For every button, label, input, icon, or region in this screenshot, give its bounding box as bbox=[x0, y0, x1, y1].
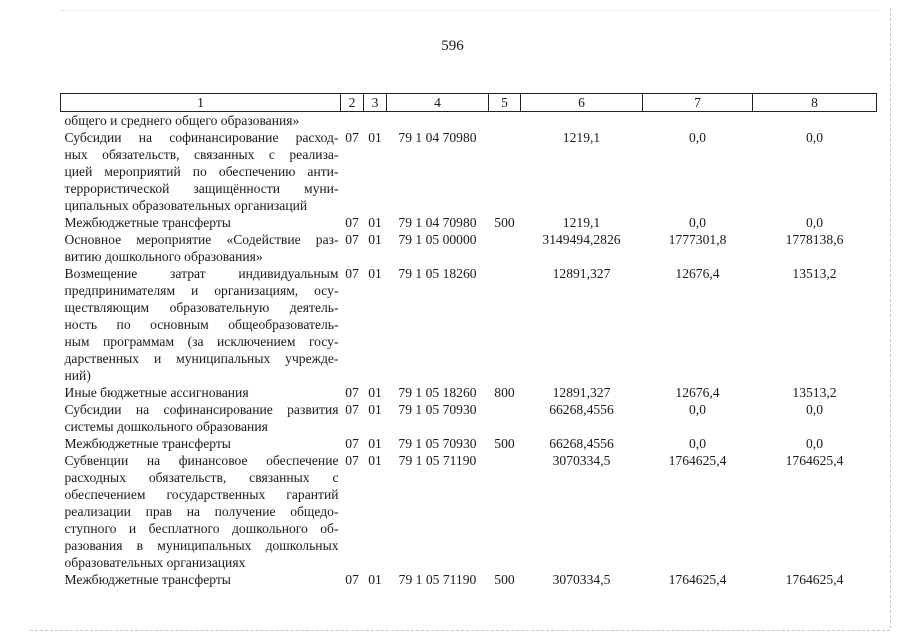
column-header: 7 bbox=[643, 94, 753, 112]
cell-c2: 07 bbox=[345, 215, 359, 230]
cell-c3: 01 bbox=[368, 572, 382, 587]
table-row bbox=[61, 384, 877, 401]
cell-c6: 3070334,5 bbox=[552, 572, 611, 587]
column-header: 6 bbox=[521, 94, 643, 112]
row-description bbox=[61, 452, 341, 571]
description-line: Возмещение затрат индивидуальным bbox=[64, 266, 339, 281]
description-line: Межбюджетные трансферты bbox=[64, 572, 231, 587]
cell-c7: 0,0 bbox=[689, 130, 706, 145]
cell-c6 bbox=[521, 112, 643, 130]
table-row bbox=[61, 401, 877, 435]
description-line: Иные бюджетные ассигнования bbox=[64, 385, 249, 400]
description-line: предпринимателям и организациям, осу- bbox=[64, 283, 339, 298]
cell-c8: 13513,2 bbox=[792, 385, 837, 400]
cell-c7: 12676,4 bbox=[675, 266, 720, 281]
cell-c4: 79 1 05 71190 bbox=[398, 453, 477, 468]
cell-c8: 1764625,4 bbox=[785, 453, 844, 468]
row-description bbox=[61, 231, 341, 265]
row-description bbox=[61, 401, 341, 435]
cell-c8: 1778138,6 bbox=[785, 232, 844, 247]
description-line: общего и среднего общего образования» bbox=[64, 113, 300, 128]
cell-c2: 07 bbox=[345, 402, 359, 417]
cell-c4: 79 1 04 70980 bbox=[398, 130, 477, 145]
description-line: обеспечением государственных гарантий bbox=[64, 487, 339, 502]
row-description bbox=[61, 435, 341, 452]
cell-c6: 66268,4556 bbox=[549, 402, 614, 417]
cell-c2: 07 bbox=[345, 385, 359, 400]
description-line: ступного и бесплатного дошкольного об- bbox=[64, 521, 339, 536]
cell-c7: 0,0 bbox=[689, 436, 706, 451]
description-line: расходных обязательств, связанных с bbox=[64, 470, 339, 485]
cell-c4: 79 1 05 18260 bbox=[398, 266, 477, 281]
description-line: дарственных и муниципальных учрежде- bbox=[64, 351, 339, 366]
cell-c8: 13513,2 bbox=[792, 266, 837, 281]
cell-c4: 79 1 05 71190 bbox=[398, 572, 477, 587]
cell-c2: 07 bbox=[345, 266, 359, 281]
cell-c5 bbox=[489, 231, 521, 265]
scan-edge-bottom bbox=[30, 629, 890, 631]
cell-c8 bbox=[753, 112, 877, 130]
description-line: разования в муниципальных дошкольных bbox=[64, 538, 339, 553]
cell-c5: 500 bbox=[494, 572, 515, 587]
cell-c6: 12891,327 bbox=[552, 266, 611, 281]
cell-c4: 79 1 04 70980 bbox=[398, 215, 477, 230]
description-line: Основное мероприятие «Содействие раз- bbox=[64, 232, 339, 247]
table-row bbox=[61, 571, 877, 588]
scan-edge-top bbox=[60, 10, 880, 12]
column-header: 1 bbox=[61, 94, 341, 112]
cell-c3: 01 bbox=[368, 215, 382, 230]
description-line: ным программам (за исключением госу- bbox=[64, 334, 339, 349]
cell-c5: 800 bbox=[494, 385, 515, 400]
cell-c3 bbox=[364, 112, 387, 130]
table-row bbox=[61, 435, 877, 452]
description-line: Субсидии на софинансирование расход- bbox=[64, 130, 339, 145]
budget-table bbox=[60, 93, 877, 588]
cell-c5 bbox=[489, 129, 521, 214]
column-header: 2 bbox=[341, 94, 364, 112]
cell-c5 bbox=[489, 452, 521, 571]
cell-c6: 12891,327 bbox=[552, 385, 611, 400]
row-description bbox=[61, 214, 341, 231]
cell-c4: 79 1 05 70930 bbox=[398, 402, 477, 417]
column-header: 8 bbox=[753, 94, 877, 112]
description-line: Межбюджетные трансферты bbox=[64, 436, 231, 451]
description-line: системы дошкольного образования bbox=[64, 419, 268, 434]
cell-c4 bbox=[387, 112, 489, 130]
cell-c6: 1219,1 bbox=[562, 215, 601, 230]
description-line: Субвенции на финансовое обеспечение bbox=[64, 453, 339, 468]
cell-c5 bbox=[489, 265, 521, 384]
cell-c8: 0,0 bbox=[806, 402, 823, 417]
description-line: ществляющим образовательную деятель- bbox=[64, 300, 339, 315]
description-line: Субсидии на софинансирование развития bbox=[64, 402, 339, 417]
page-number: 596 bbox=[441, 38, 464, 54]
scan-edge-right bbox=[889, 8, 891, 628]
cell-c8: 1764625,4 bbox=[785, 572, 844, 587]
row-description bbox=[61, 112, 341, 130]
table-row bbox=[61, 112, 877, 130]
table-row bbox=[61, 214, 877, 231]
cell-c2: 07 bbox=[345, 436, 359, 451]
cell-c5: 500 bbox=[494, 215, 515, 230]
cell-c2: 07 bbox=[345, 572, 359, 587]
description-line: ципальных образовательных организаций bbox=[64, 198, 308, 213]
cell-c3: 01 bbox=[368, 385, 382, 400]
table-row bbox=[61, 452, 877, 571]
description-line: реализации прав на получение общедо- bbox=[64, 504, 339, 519]
cell-c7: 0,0 bbox=[689, 402, 706, 417]
description-line: ний) bbox=[64, 368, 91, 383]
cell-c6: 1219,1 bbox=[562, 130, 601, 145]
cell-c8: 0,0 bbox=[806, 215, 823, 230]
description-line: цией мероприятий по обеспечению анти- bbox=[64, 164, 339, 179]
cell-c3: 01 bbox=[368, 266, 382, 281]
cell-c3: 01 bbox=[368, 130, 382, 145]
cell-c7: 1764625,4 bbox=[668, 572, 727, 587]
description-line: террористической защищённости муни- bbox=[64, 181, 339, 196]
table-row bbox=[61, 265, 877, 384]
cell-c5 bbox=[489, 112, 521, 130]
cell-c6: 3149494,2826 bbox=[542, 232, 621, 247]
cell-c3: 01 bbox=[368, 232, 382, 247]
cell-c6: 3070334,5 bbox=[552, 453, 611, 468]
cell-c4: 79 1 05 18260 bbox=[398, 385, 477, 400]
cell-c8: 0,0 bbox=[806, 130, 823, 145]
description-line: образовательных организациях bbox=[64, 555, 246, 570]
row-description bbox=[61, 384, 341, 401]
column-header: 4 bbox=[387, 94, 489, 112]
description-line: витию дошкольного образования» bbox=[64, 249, 263, 264]
row-description bbox=[61, 265, 341, 384]
cell-c7: 1764625,4 bbox=[668, 453, 727, 468]
cell-c3: 01 bbox=[368, 436, 382, 451]
description-line: ность по основным общеобразователь- bbox=[64, 317, 339, 332]
cell-c3: 01 bbox=[368, 402, 382, 417]
table-row bbox=[61, 231, 877, 265]
cell-c8: 0,0 bbox=[806, 436, 823, 451]
row-description bbox=[61, 129, 341, 214]
table-header-row bbox=[61, 94, 877, 112]
cell-c4: 79 1 05 70930 bbox=[398, 436, 477, 451]
cell-c4: 79 1 05 00000 bbox=[398, 232, 477, 247]
table-body bbox=[61, 112, 877, 589]
cell-c7: 1777301,8 bbox=[668, 232, 727, 247]
cell-c2 bbox=[341, 112, 364, 130]
cell-c3: 01 bbox=[368, 453, 382, 468]
cell-c7: 12676,4 bbox=[675, 385, 720, 400]
cell-c6: 66268,4556 bbox=[549, 436, 614, 451]
row-description bbox=[61, 571, 341, 588]
cell-c7 bbox=[643, 112, 753, 130]
cell-c7: 0,0 bbox=[689, 215, 706, 230]
description-line: ных обязательств, связанных с реализа- bbox=[64, 147, 339, 162]
column-header: 5 bbox=[489, 94, 521, 112]
cell-c5 bbox=[489, 401, 521, 435]
column-header: 3 bbox=[364, 94, 387, 112]
cell-c2: 07 bbox=[345, 232, 359, 247]
cell-c2: 07 bbox=[345, 130, 359, 145]
cell-c5: 500 bbox=[494, 436, 515, 451]
cell-c2: 07 bbox=[345, 453, 359, 468]
description-line: Межбюджетные трансферты bbox=[64, 215, 231, 230]
table-row bbox=[61, 129, 877, 214]
